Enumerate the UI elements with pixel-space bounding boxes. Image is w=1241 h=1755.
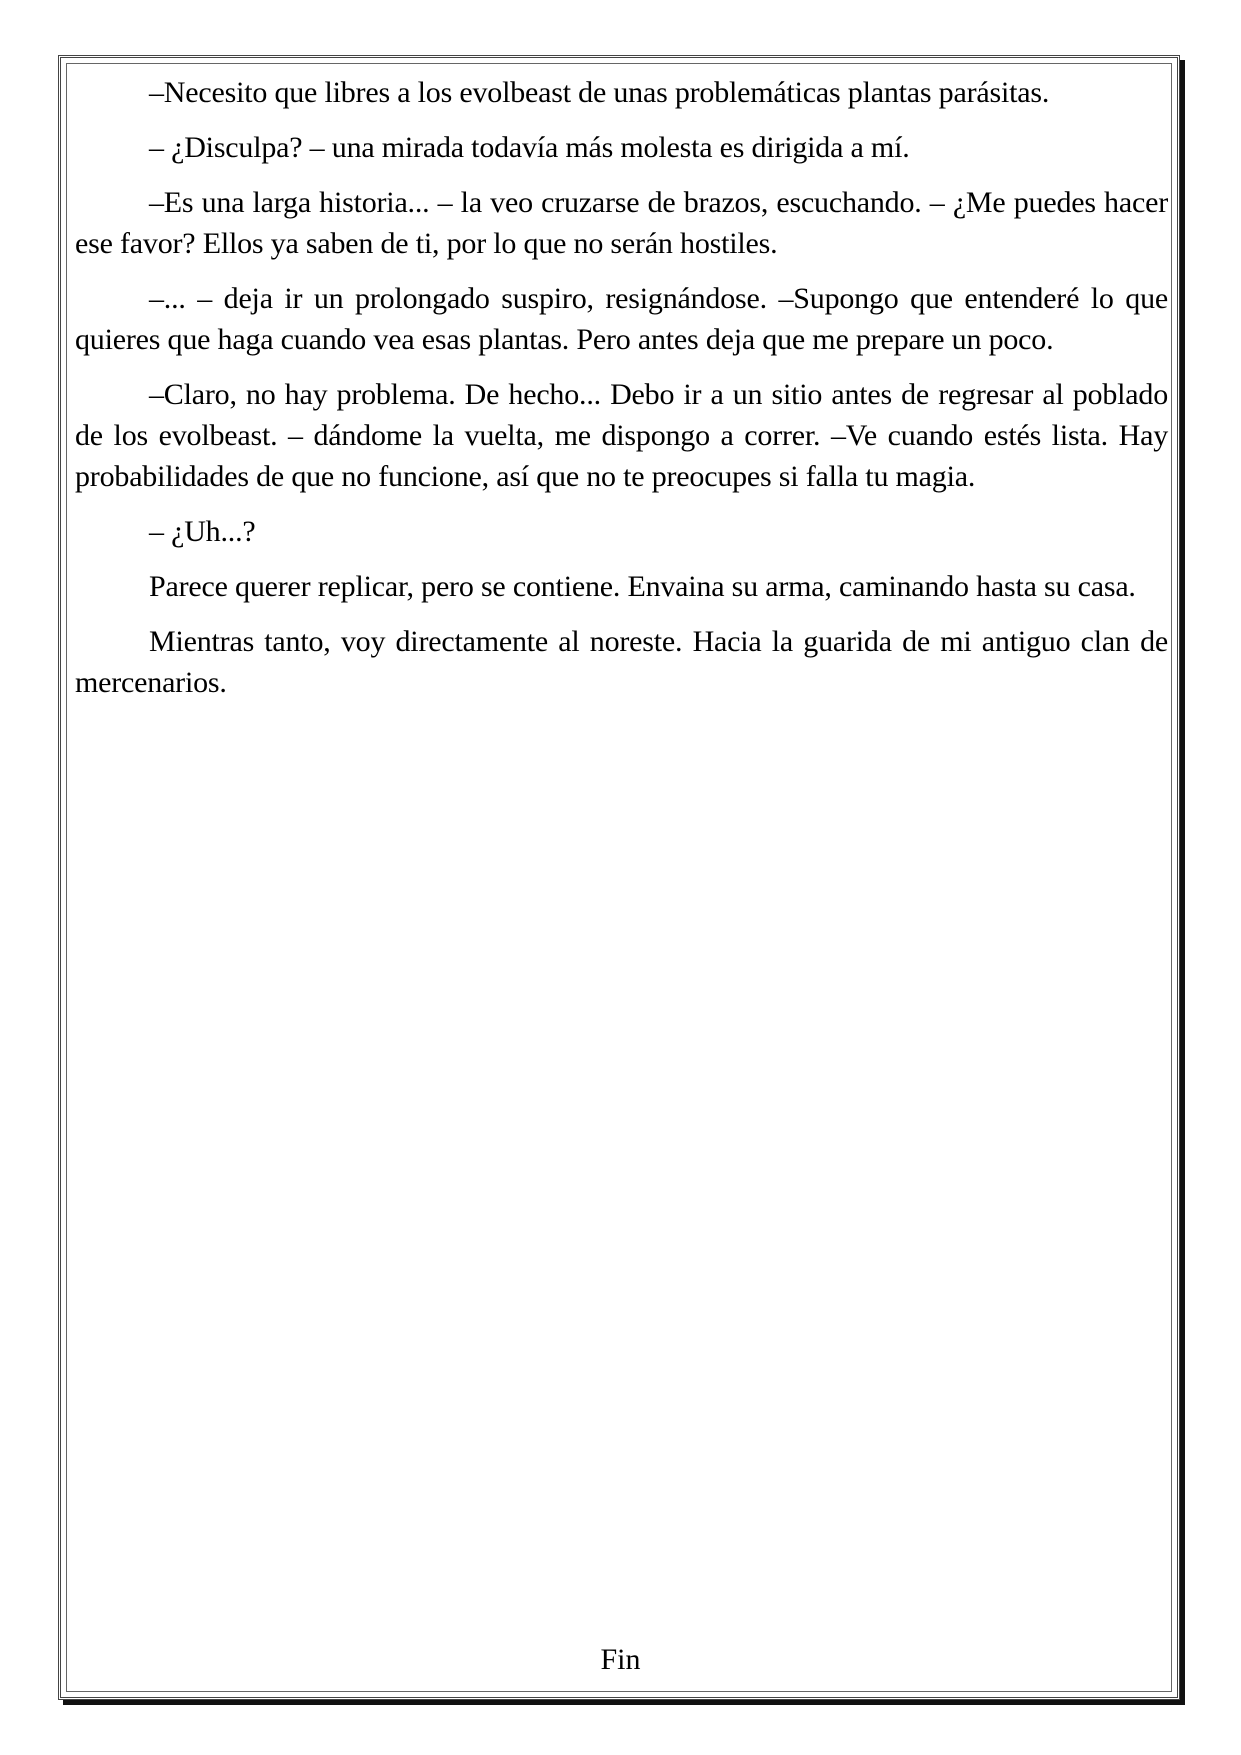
- paragraph-1: –Necesito que libres a los evolbeast de unas problemáticas plantas parásitas.: [149, 76, 1050, 109]
- paragraph-6: – ¿Uh...?: [149, 515, 256, 548]
- paragraph-3: –Es una larga historia... – la veo cruzarse de brazos, escuchando. – ¿Me puedes hacer ese favor? Ellos ya saben de ti, por lo que no serán hostiles.: [75, 186, 1168, 260]
- footer-fin: Fin: [600, 1643, 641, 1676]
- paragraph-8: Mientras tanto, voy directamente al noreste. Hacia la guarida de mi antiguo clan de mercenarios.: [75, 625, 1168, 699]
- paragraph-2: – ¿Disculpa? – una mirada todavía más molesta es dirigida a mí.: [149, 131, 910, 164]
- paragraph-7: Parece querer replicar, pero se contiene. Envaina su arma, caminando hasta su casa.: [149, 570, 1136, 603]
- paragraph-4: –... – deja ir un prolongado suspiro, resignándose. –Supongo que entenderé lo que quieres que haga cuando vea esas plantas. Pero antes deja que me prepare un poco.: [75, 282, 1168, 356]
- document-body: [75, 72, 1168, 717]
- paragraph-5: –Claro, no hay problema. De hecho... Debo ir a un sitio antes de regresar al poblado de los evolbeast. – dándome la vuelta, me dispongo a correr. –Ve cuando estés lista. Hay probabilidades de que no funcione, así que no te preocupes si falla tu magia.: [75, 378, 1168, 493]
